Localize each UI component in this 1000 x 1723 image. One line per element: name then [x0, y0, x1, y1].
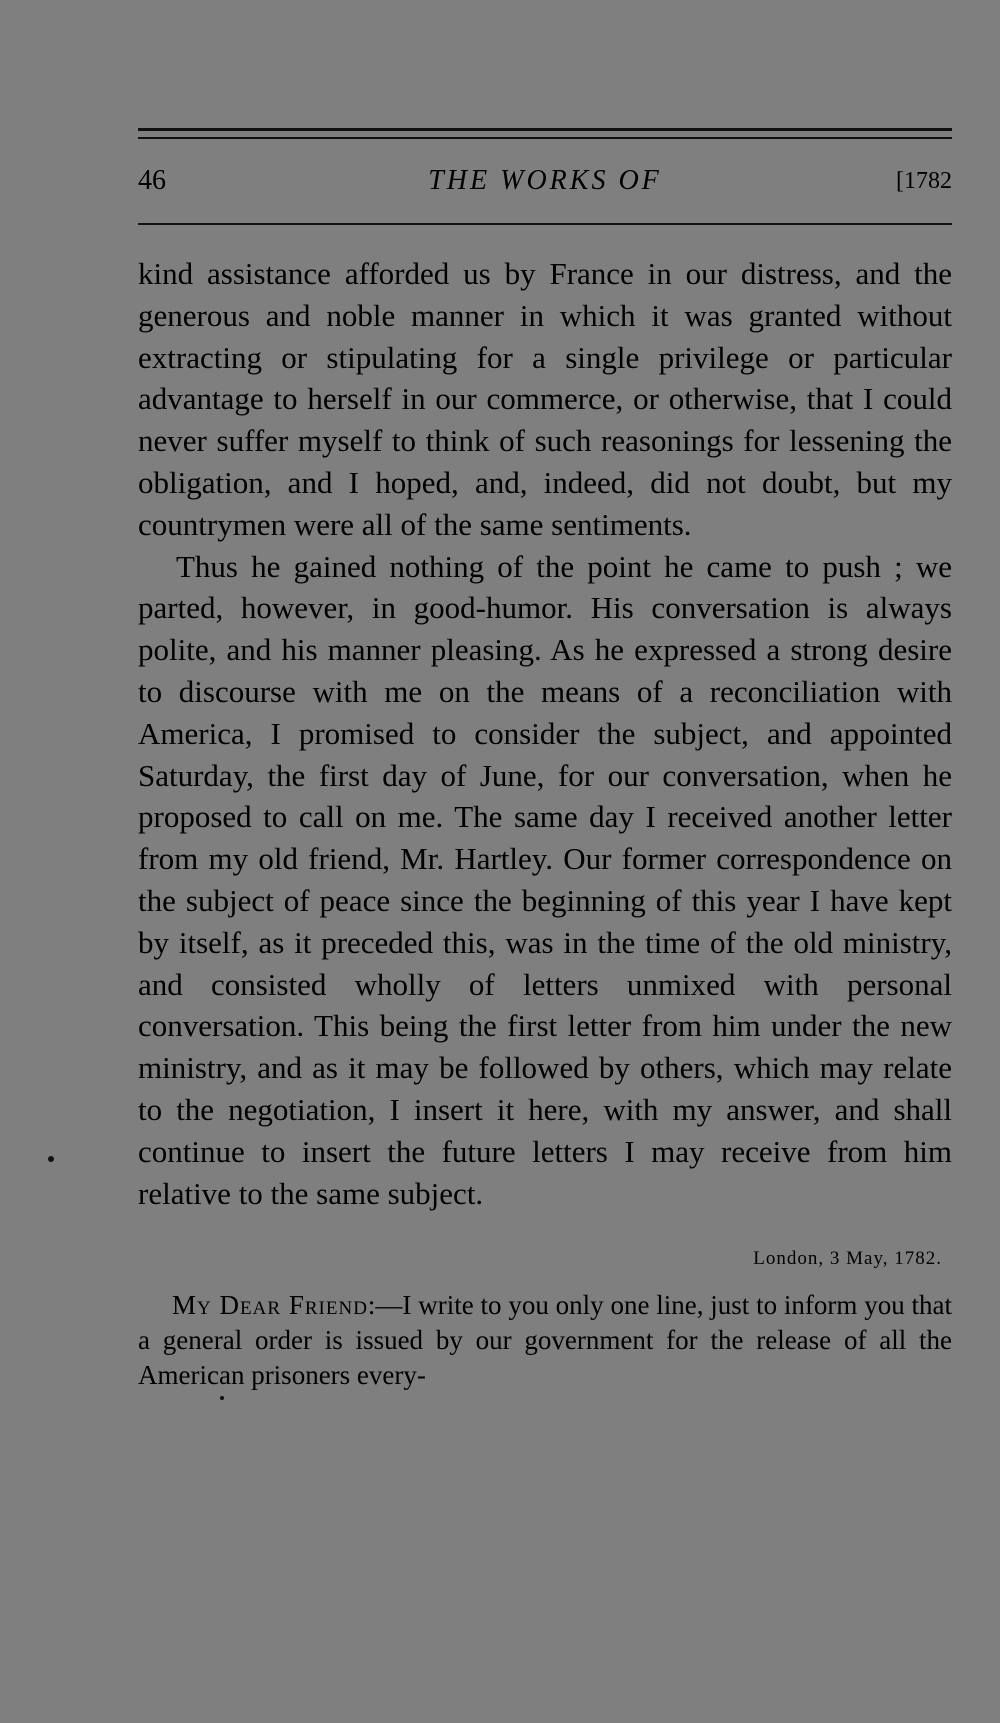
body-text	[138, 253, 952, 1214]
letter-salutation: My Dear Friend	[172, 1290, 368, 1321]
paragraph-peace-negotiation: Thus he gained nothing of the point he came to push ; we parted, however, in good-humor. His conversation is always polite, and his manner pleasing. As he expressed a strong desire to discourse with me on the means of a reconciliation with America, I promised to consider the subject, and appointed Saturday, the first day of June, for our conversation, when he proposed to call on me. The same day I received another letter from my old friend, Mr. Hartley. Our former correspondence on the subject of peace since the beginning of this year I have kept by itself, as it preceded this, was in the time of the old ministry, and consisted wholly of letters unmixed with personal conversation. This being the first letter from him under the new ministry, and as it may be followed by others, which may relate to the negotiation, I insert it here, with my answer, and shall continue to insert the future letters I may receive from him relative to the same subject.	[138, 548, 952, 1211]
ink-speck	[220, 1396, 224, 1400]
letter-text: :—I write to you only one line, just to inform you that a general order is issued by our government for the release of all the American prisoners every-	[138, 1290, 952, 1391]
letter-dateline	[138, 1248, 942, 1270]
letter-body	[138, 1288, 952, 1393]
header-rule	[138, 223, 952, 225]
top-rule	[138, 128, 952, 131]
page-number: 46	[138, 165, 166, 196]
running-head: THE WORKS OF	[428, 165, 662, 196]
ink-speck	[48, 1156, 54, 1162]
year-marker: [1782	[896, 168, 952, 194]
top-rule-second	[138, 137, 952, 139]
letter-paragraph	[138, 1288, 952, 1393]
paragraph-continued: kind assistance afforded us by France in our distress, and the generous and noble manner in which it was granted without extracting or stipulating for a single privilege or particular advantage to herself in our commerce, or otherwise, that I could never suffer myself to think of such reasonings for lessening the obligation, and I hoped, and, indeed, did not doubt, but my countrymen were all of the same sentiments.	[138, 256, 952, 542]
page-content	[138, 128, 952, 1393]
dateline-text: London, 3 May, 1782.	[753, 1248, 942, 1270]
page-header	[138, 167, 952, 223]
